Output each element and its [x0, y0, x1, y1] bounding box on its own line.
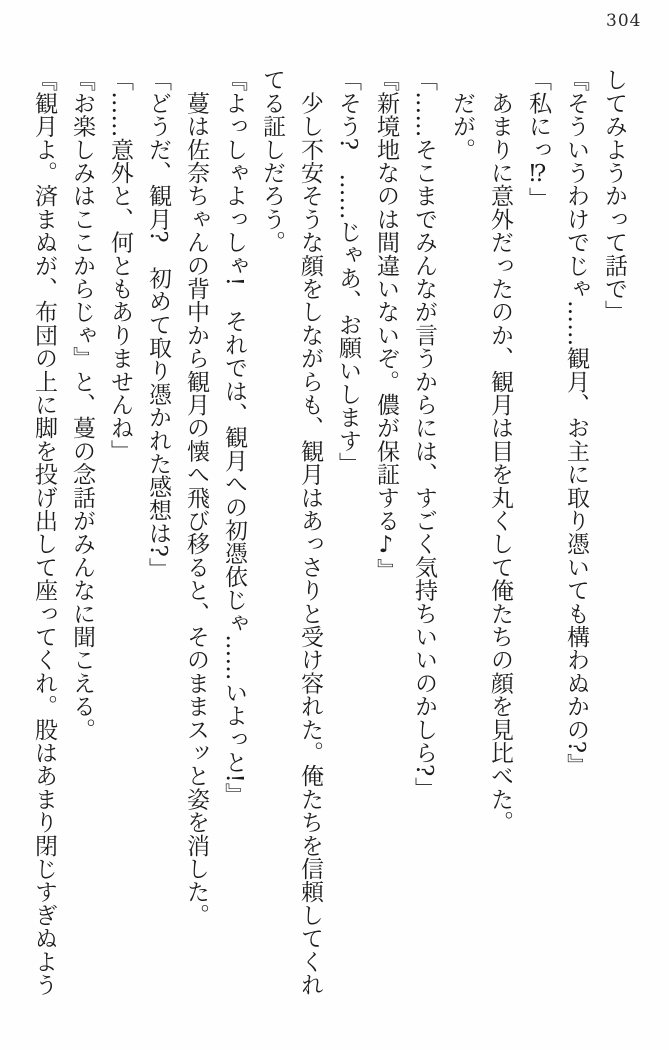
- text-line: 蔓は佐奈ちゃんの背中から観月の懐へ飛び移ると、そのままスッと姿を消した。: [183, 68, 209, 927]
- text-line: あまりに意外だったのか、観月は目を丸くして俺たちの顔を見比べた。: [487, 68, 513, 834]
- text-line: 「……意外と、何ともありませんね」: [107, 68, 133, 463]
- text-line: だが。: [449, 68, 475, 161]
- text-line: 『お楽しみはここからじゃ』と、蔓の念話がみんなに聞こえる。: [69, 68, 95, 741]
- text-line: してみようかって話で」: [601, 68, 627, 324]
- text-line: 『よっしゃよっしゃ! それでは、観月への初憑依じゃ……いよっと!』: [221, 68, 247, 807]
- page-text-block: [25, 68, 633, 998]
- text-line: 『観月よ。済まぬが、布団の上に脚を投げ出して座ってくれ。股はあまり閉じすぎぬよう: [31, 68, 57, 996]
- text-line: 「どうだ、観月? 初めて取り憑かれた感想は?」: [145, 68, 171, 581]
- text-line: 「私にっ⁉」: [525, 68, 551, 211]
- text-line: 「……そこまでみんなが言うからには、すごく気持ちいいのかしら?」: [411, 68, 437, 800]
- text-line: 『そういうわけでじゃ……観月、お主に取り憑いても構わぬかの?』: [563, 68, 589, 777]
- text-line: 『新境地なのは間違いないぞ。儂が保証する♪』: [373, 68, 399, 582]
- text-line: 「そう? ……じゃあ、お願いします」: [335, 68, 361, 475]
- page-number: 304: [606, 11, 642, 31]
- text-line: 少し不安そうな顔をしながらも、観月はあっさりと受け容れた。俺たちを信頼してくれてる証しだろう。: [259, 68, 323, 996]
